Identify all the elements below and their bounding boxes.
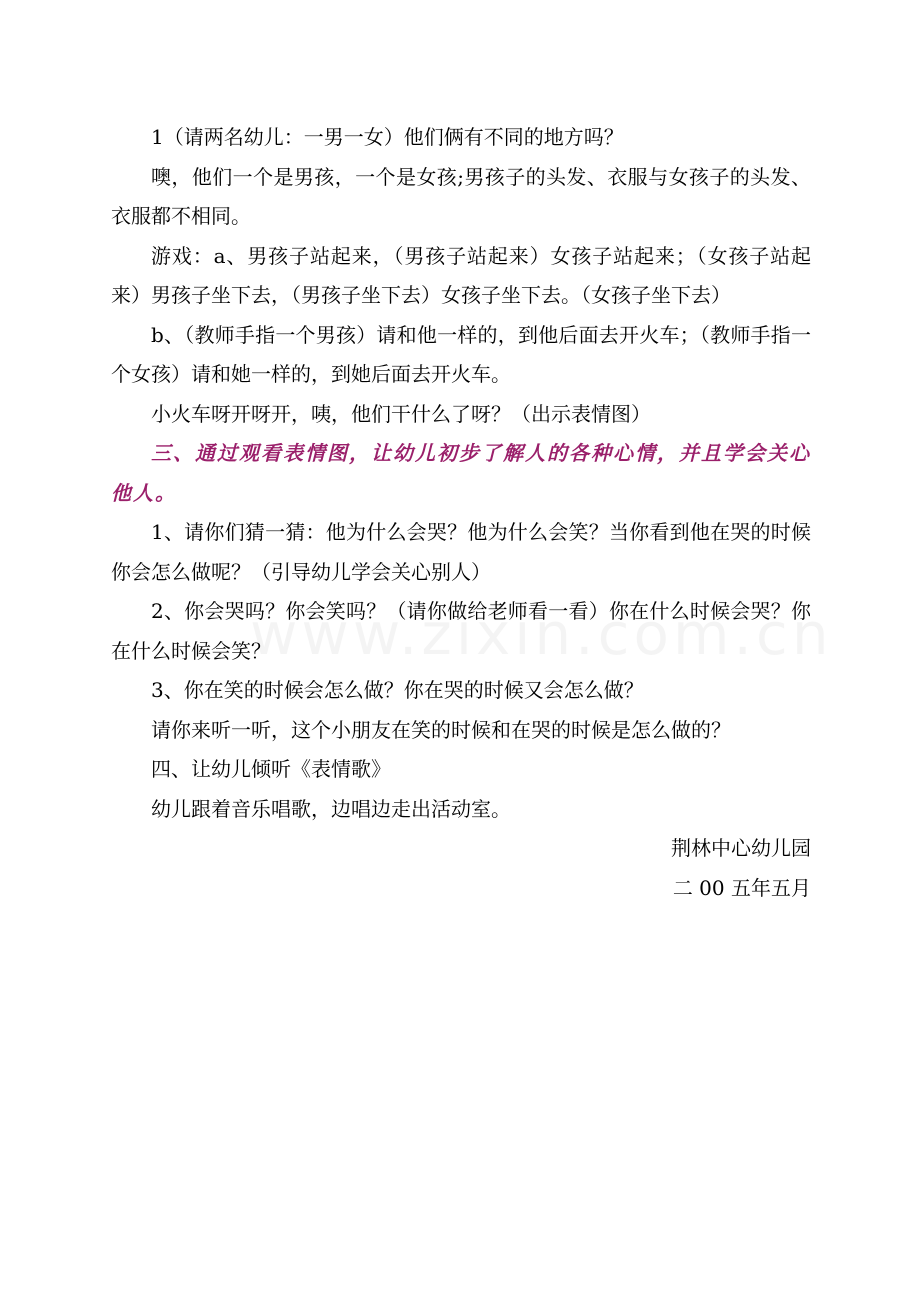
paragraph-listen: 请你来听一听，这个小朋友在笑的时候和在哭的时候是怎么做的？	[151, 717, 731, 742]
paragraph-game-b: b、（教师手指一个男孩）请和他一样的，到他后面去开火车；（教师手指一个女孩）请和她一样的，到她后面去开火车。	[111, 322, 811, 386]
paragraph-game-a: 游戏：a、男孩子站起来，（男孩子站起来）女孩子站起来；（女孩子站起来）男孩子坐下去，（男孩子坐下去）女孩子坐下去。（女孩子坐下去）	[111, 243, 811, 307]
section-four-heading: 四、让幼儿倾听《表情歌》	[151, 757, 391, 781]
paragraph-boy-girl: 噢，他们一个是男孩，一个是女孩;男孩子的头发、衣服与女孩子的头发、衣服都不相同。	[111, 164, 811, 228]
paragraph-sing: 幼儿跟着音乐唱歌，边唱边走出活动室。	[151, 796, 511, 821]
signature-organization: 荆林中心幼儿园	[671, 836, 811, 860]
signature-date: 二 00 五年五月	[672, 875, 811, 900]
paragraph-train: 小火车呀开呀开，咦，他们干什么了呀？（出示表情图）	[151, 401, 651, 426]
section-three-heading: 三、通过观看表情图，让幼儿初步了解人的各种心情，并且学会关心他人。	[111, 441, 811, 505]
paragraph-guess: 1、请你们猜一猜：他为什么会哭？他为什么会笑？当你看到他在哭的时候你会怎么做呢？（引导幼儿学会关心别人）	[111, 520, 811, 584]
paragraph-what-to-do: 3、你在笑的时候会怎么做？你在哭的时候又会怎么做？	[151, 678, 644, 702]
document-body	[111, 118, 811, 908]
paragraph-cry-laugh: 2、你会哭吗？你会笑吗？（请你做给老师看一看）你在什么时候会哭？你在什么时候会笑？	[111, 599, 811, 663]
paragraph-question-difference: 1（请两名幼儿：一男一女）他们俩有不同的地方吗？	[151, 125, 624, 149]
